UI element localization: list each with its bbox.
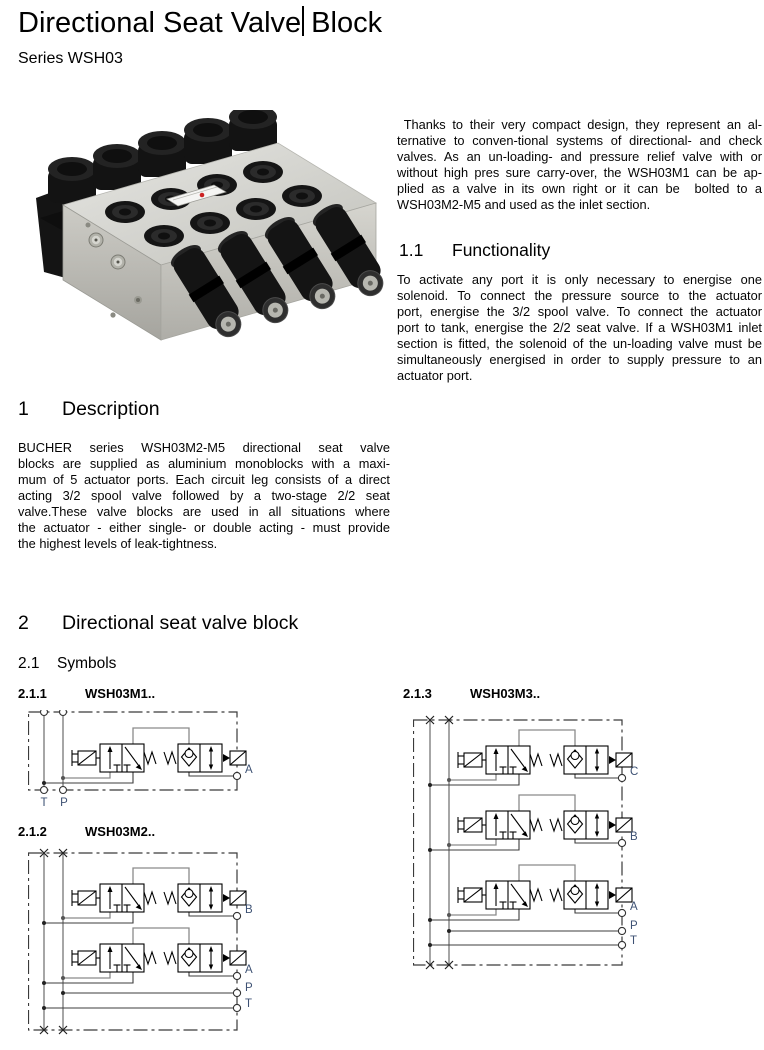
heading-number: 2: [18, 612, 29, 634]
port-t: [618, 941, 625, 948]
heading-text: WSH03M1..: [85, 686, 156, 701]
text-line: simultaneously energised in order to supply pressure to an: [397, 352, 762, 367]
text-line: the actuator - either single- or double acting - must provide: [18, 520, 390, 535]
heading-number: 2.1: [18, 655, 40, 672]
text-line: blocks are supplied as aluminium monoblocks with a maxi-: [18, 456, 390, 471]
text-line: acting 3/2 spool valve followed by a two-stage 2/2 seat: [18, 488, 390, 503]
heading-number: 2.1.3: [403, 686, 432, 701]
port-label-t: T: [245, 998, 253, 1010]
wsh03m2-schematic: [28, 846, 263, 1041]
functionality-paragraph: [397, 272, 762, 384]
page-title-left: Directional Seat Valve: [18, 7, 302, 39]
description-paragraph: [18, 440, 390, 552]
text-line: port, energise the 3/2 spool valve. To connect the actuator: [397, 304, 762, 319]
heading-number: 2.1.2: [18, 824, 47, 839]
heading-text: Symbols: [57, 655, 117, 672]
heading-wsh03m2: [18, 824, 155, 839]
port-label-a: A: [245, 764, 253, 776]
port-p: [618, 927, 625, 934]
page-title: [18, 6, 382, 40]
intro-paragraph: [397, 117, 762, 213]
port-a: [233, 972, 240, 979]
text-line: valves. As an un-loading- and pressure relief valve with or: [397, 149, 762, 164]
heading-number: 1.1: [399, 240, 424, 260]
text-line: actuator port.: [397, 368, 473, 383]
logo-mark: [200, 193, 205, 198]
port-label-c: C: [630, 766, 639, 778]
text-line: WSH03M2-M5 and used as the inlet section.: [397, 197, 651, 212]
port-p: [233, 989, 240, 996]
port-p-bottom: [60, 787, 67, 794]
text-line: without high pres sure carry-over, the WSH03M1 can be ap-: [397, 165, 762, 180]
wsh03m3-schematic: [413, 712, 648, 974]
heading-functionality: [399, 240, 550, 261]
port-t: [233, 1004, 240, 1011]
heading-text: WSH03M2..: [85, 824, 156, 839]
port-label-p: P: [60, 797, 68, 809]
text-line: port to tank, energise the 2/2 seat valve. If a WSH03M1 inlet: [397, 320, 762, 335]
text-line: ternative to conven-tional systems of directional- and check: [397, 133, 762, 148]
port-label-p: P: [630, 920, 638, 932]
wsh03m1-schematic: [28, 710, 263, 815]
text-line: mum of 5 actuator ports. Each circuit leg consists of a direct: [18, 472, 390, 487]
port-a: [233, 772, 240, 779]
port-label-p: P: [245, 982, 253, 994]
port-label-t: T: [40, 797, 48, 809]
text-line: plied as a valve in its own right or it can be bolted to a: [397, 181, 762, 196]
heading-wsh03m3: [403, 686, 540, 701]
heading-text: Description: [62, 398, 160, 420]
heading-description: [18, 398, 160, 421]
product-photo-valve-block: [18, 110, 390, 378]
port-p-top: [60, 710, 67, 716]
heading-seat-valve-block: [18, 612, 298, 635]
heading-text: Directional seat valve block: [62, 612, 299, 634]
port-c: [618, 774, 625, 781]
text-line: section is fitted, the solenoid of the un-loading valve must be: [397, 336, 762, 351]
text-line: Thanks to their very compact design, they represent an al-: [397, 117, 762, 132]
series-subtitle: Series WSH03: [18, 50, 123, 67]
port-b: [233, 912, 240, 919]
text-line: solenoid. To connect the pressure source to the actuator: [397, 288, 762, 303]
heading-wsh03m1: [18, 686, 155, 701]
text-line: valve.These valve blocks are used in all situations where: [18, 504, 390, 519]
port-label-a: A: [245, 964, 253, 976]
port-label-a: A: [630, 901, 638, 913]
heading-number: 1: [18, 398, 29, 420]
port-t-top: [41, 710, 48, 716]
port-label-t: T: [630, 935, 638, 947]
text-line: BUCHER series WSH03M2-M5 directional seat valve: [18, 440, 390, 455]
port-label-b: B: [630, 831, 638, 843]
page-title-right: Block: [311, 7, 383, 39]
heading-text: WSH03M3..: [470, 686, 541, 701]
port-label-b: B: [245, 904, 253, 916]
text-line: the highest levels of leak-tightness.: [18, 536, 218, 551]
port-a: [618, 909, 625, 916]
port-t-bottom: [41, 787, 48, 794]
text-cursor: [302, 6, 304, 36]
port-b: [618, 839, 625, 846]
heading-number: 2.1.1: [18, 686, 47, 701]
heading-symbols: [18, 655, 116, 673]
heading-text: Functionality: [452, 240, 551, 260]
text-line: To activate any port it is only necessary to energise one: [397, 272, 762, 287]
